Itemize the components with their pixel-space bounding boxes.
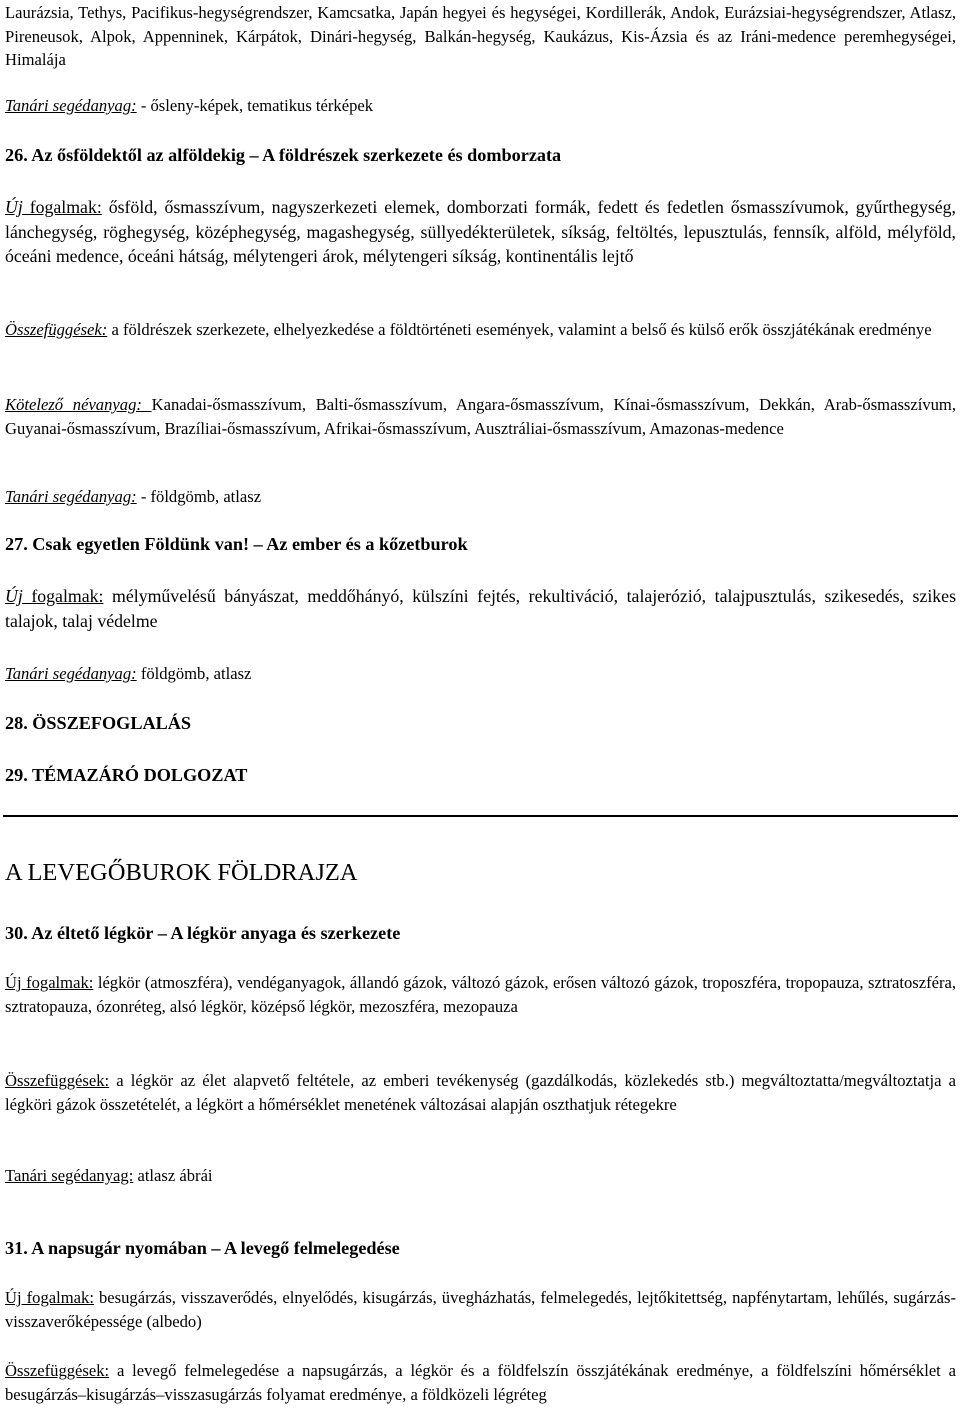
new-terms-label: Új fogalmak: [5, 973, 94, 992]
required-names-text: Kanadai-ősmasszívum, Balti-ősmasszívum, Angara-ősmasszívum, Kínai-ősmasszívum, Dekkán, Arab-ősmasszívum, Guyanai-ősmasszívum, Brazíliai-ősmasszívum, Afrikai-ősmasszívum, Ausztráliai-ősmasszívum, Amazonas-medence [5, 395, 956, 438]
connections-text: a levegő felmelegedése a napsugárzás, a légkör és a földfelszín összjátékának eredménye, a földfelszíni hőmérséklet a besugárzás–kisugárzás–visszasugárzás folyamat eredménye, a földközeli légréteg [5, 1361, 956, 1404]
lesson-27-new-terms [5, 584, 956, 633]
teacher-aid-value: - ősleny-képek, tematikus térképek [136, 96, 374, 115]
lesson-26-required-names [5, 393, 956, 440]
new-terms-label: Új fogalmak: [5, 197, 102, 217]
new-terms-label: Új fogalmak: [5, 1288, 94, 1307]
lesson-26-new-terms [5, 195, 956, 269]
new-terms-text: besugárzás, visszaverődés, elnyelődés, kisugárzás, üvegházhatás, felmelegedés, lejtőkitettség, napfénytartam, lehűlés, sugárzás-visszaverőképessége (albedo) [5, 1288, 956, 1331]
lesson-27-teacher-aid [5, 662, 956, 686]
lesson-30-new-terms [5, 971, 956, 1018]
lesson-31-new-terms [5, 1286, 956, 1333]
teacher-aid-label: Tanári segédanyag: [5, 96, 137, 115]
new-terms-first: ősföld, ősmasszívum, nagyszerkezeti elemek, domborzati formák, fedett és fedetlen ősmasszívumok, gyűrthegység, lánchegység, röghegység, középhegység, magashegység, süllyedékterületek, síkság, feltöltés, lepusztulás, fennsík, alföld, mélyföld, óceáni medence, óceáni hátság, mélytengeri árok, mélytengeri síkság, kontinentális lejtő [5, 197, 956, 267]
lesson-31-heading: 31. A napsugár nyomában – A levegő felmelegedése [5, 1238, 400, 1258]
chapter-title: A LEVEGŐBUROK FÖLDRAJZA [5, 859, 358, 886]
connections-text: a légkör az élet alapvető feltétele, az emberi tevékenység (gazdálkodás, közlekedés stb.) megváltoztatta/megváltoztatja a légköri gázok összetételét, a légkört a hőmérséklet menetének változásai alapján oszthatjuk rétegekre [5, 1071, 956, 1114]
teacher-aid-value: - földgömb, atlasz [136, 487, 262, 506]
new-terms-text: mélyművelésű bányászat, meddőhányó, külszíni fejtés, rekultiváció, talajerózió, talajpusztulás, szikesedés, szikes talajok, talaj védelme [5, 586, 956, 631]
teacher-aid-value: földgömb, atlasz [136, 664, 252, 683]
lesson-30-teacher-aid [5, 1164, 956, 1188]
lesson-26-teacher-aid [5, 485, 956, 509]
teacher-aid-label: Tanári segédanyag: [5, 664, 137, 683]
continuation-paragraph: Laurázsia, Tethys, Pacifikus-hegységrendszer, Kamcsatka, Japán hegyei és hegységei, Kordillerák, Andok, Eurázsiai-hegységrendszer, Atlasz, Pireneusok, Alpok, Appenninek, Kárpátok, Dinári-hegység, Balkán-hegység, Kaukázus, Kis-Ázsia és az Iráni-medence peremhegységei, Himalája [5, 3, 956, 70]
connections-label: Összefüggések: [5, 1071, 110, 1090]
connections-label: Összefüggések: [5, 320, 108, 339]
lesson-30-connections [5, 1069, 956, 1116]
new-terms-label: Új fogalmak: [5, 586, 104, 606]
teacher-aid-label: Tanári segédanyag: [5, 487, 137, 506]
section-divider [3, 815, 958, 817]
teacher-aid-label: Tanári segédanyag: [5, 1166, 134, 1185]
connections-text: a földrészek szerkezete, elhelyezkedése a földtörténeti események, valamint a belső és külső erők összjátékának eredménye [107, 320, 932, 339]
new-terms-text: légkör (atmoszféra), vendéganyagok, állandó gázok, változó gázok, erősen változó gázok, troposzféra, tropopauza, sztratoszféra, sztratopauza, ózonréteg, alsó légkör, középső légkör, mezoszféra, mezopauza [5, 973, 956, 1016]
lesson-28-heading: 28. ÖSSZEFOGLALÁS [5, 713, 191, 733]
lesson-31-connections [5, 1359, 956, 1406]
lesson-29-heading: 29. TÉMAZÁRÓ DOLGOZAT [5, 765, 248, 785]
lesson-26-connections [5, 318, 956, 342]
lesson-30-heading: 30. Az éltető légkör – A légkör anyaga és szerkezete [5, 923, 401, 943]
teacher-aid-value: atlasz ábrái [133, 1166, 213, 1185]
teacher-aid-1 [5, 94, 956, 118]
required-names-label: Kötelező névanyag: [5, 395, 152, 414]
lesson-27-heading: 27. Csak egyetlen Földünk van! – Az ember és a kőzetburok [5, 534, 468, 554]
lesson-26-heading: 26. Az ősföldektől az alföldekig – A földrészek szerkezete és domborzata [5, 145, 562, 165]
connections-label: Összefüggések: [5, 1361, 110, 1380]
